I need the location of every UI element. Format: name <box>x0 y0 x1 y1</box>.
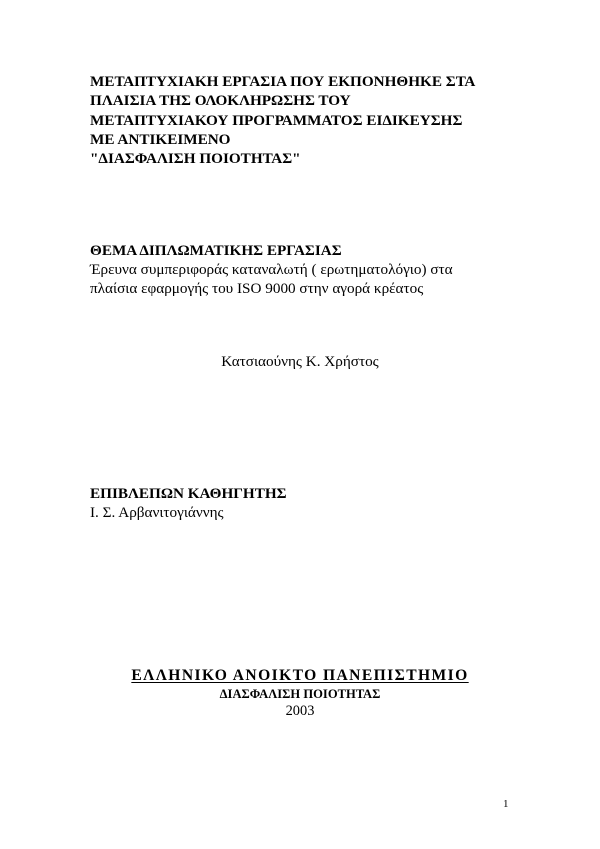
thesis-topic-line-2: πλαίσια εφαρμογής του ISO 9000 στην αγορά κρέατος <box>90 280 424 297</box>
heading-line-4: ΜΕ ΑΝΤΙΚΕΙΜΕΝΟ <box>90 130 231 148</box>
page-number: 1 <box>503 798 509 810</box>
heading-line-2: ΠΛΑΙΣΙΑ ΤΗΣ ΟΛΟΚΛΗΡΩΣΗΣ ΤΟΥ <box>90 92 351 110</box>
supervisor-title: ΕΠΙΒΛΕΠΩΝ ΚΑΘΗΓΗΤΗΣ <box>90 485 287 502</box>
author-name: Κατσιαούνης Κ. Χρήστος <box>221 353 379 370</box>
department-name: ΔΙΑΣΦΑΛΙΣΗ ΠΟΙΟΤΗΤΑΣ <box>219 687 381 701</box>
supervisor-name: Ι. Σ. Αρβανιτογιάννης <box>90 504 224 521</box>
supervisor-section <box>90 484 530 522</box>
university-name: ΕΛΛΗΝΙΚΟ ΑΝΟΙΚΤΟ ΠΑΝΕΠΙΣΤΗΜΙΟ <box>131 667 469 684</box>
thesis-topic-title: ΘΕΜΑ ΔΙΠΛΩΜΑΤΙΚΗΣ ΕΡΓΑΣΙΑΣ <box>90 242 342 259</box>
thesis-heading <box>90 72 530 168</box>
heading-line-5: "ΔΙΑΣΦΑΛΙΣΗ ΠΟΙΟΤΗΤΑΣ" <box>90 150 301 168</box>
heading-line-1: ΜΕΤΑΠΤΥΧΙΑΚΗ ΕΡΓΑΣΙΑ ΠΟΥ ΕΚΠΟΝΗΘΗΚΕ ΣΤΑ <box>90 73 476 90</box>
thesis-topic-line-1: Έρευνα συμπεριφοράς καταναλωτή ( ερωτηματολόγιο) στα <box>90 261 453 278</box>
submission-year: 2003 <box>285 703 315 719</box>
thesis-topic-section <box>90 241 530 298</box>
heading-line-3: ΜΕΤΑΠΤΥΧΙΑΚΟΥ ΠΡΟΓΡΑΜΜΑΤΟΣ ΕΙΔΙΚΕΥΣΗΣ <box>90 111 463 129</box>
institution-section <box>0 666 600 721</box>
